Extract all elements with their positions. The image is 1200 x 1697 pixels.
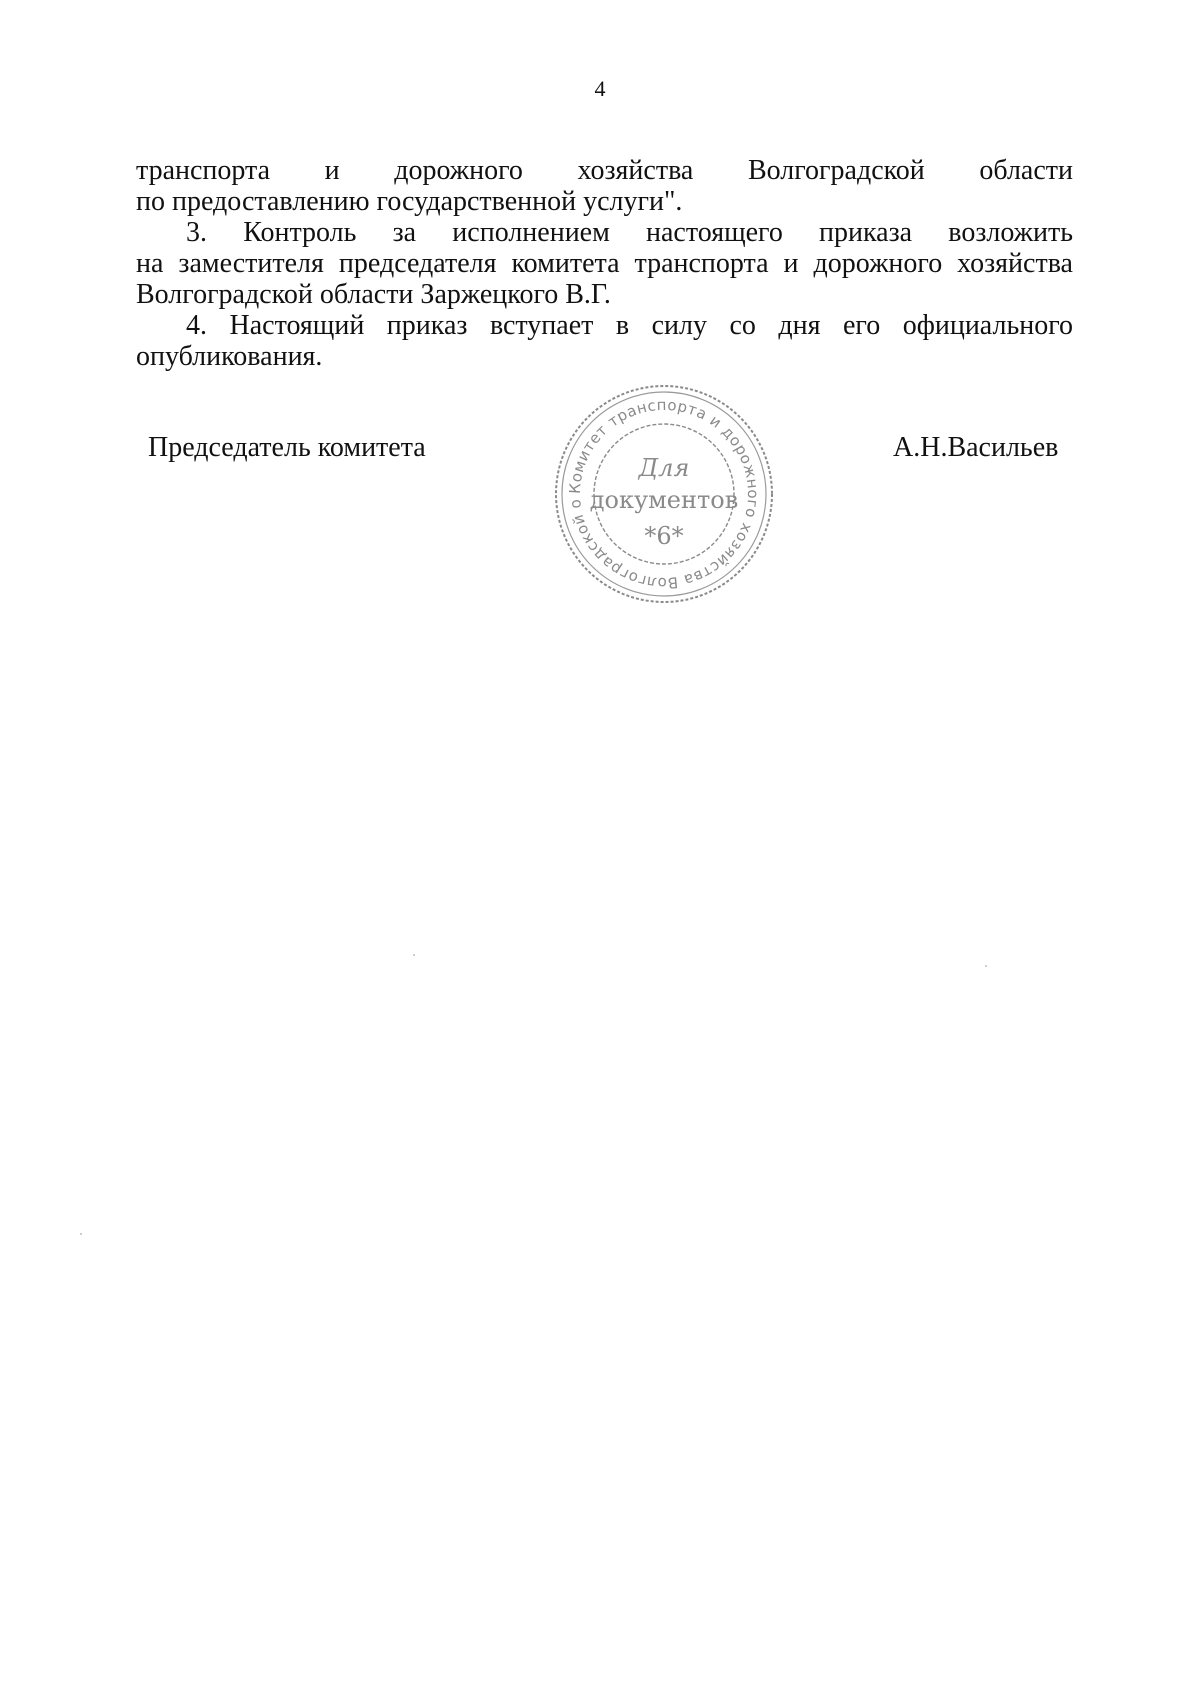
signature-title: Председатель комитета	[148, 432, 426, 463]
paragraph-4-line-1: 4. Настоящий приказ вступает в силу со дня его официального	[186, 310, 1073, 341]
paragraph-continuation-line-2: по предоставлению государственной услуги".	[136, 186, 683, 217]
signature-name: А.Н.Васильев	[893, 432, 1059, 463]
seal-center-line-1: Для	[638, 454, 690, 482]
seal-graphic	[548, 378, 780, 610]
paragraph-continuation-line-1: транспорта и дорожного хозяйства Волгоградской области	[136, 155, 1073, 186]
paragraph-3-line-2: на заместителя председателя комитета транспорта и дорожного хозяйства	[136, 248, 1073, 279]
seal-center-line-2: документов	[589, 486, 739, 514]
official-seal	[548, 378, 780, 610]
scan-speck	[985, 965, 987, 967]
page-number: 4	[594, 76, 606, 101]
scan-speck	[413, 954, 415, 956]
scan-speck	[80, 1233, 82, 1235]
paragraph-4-line-2: опубликования.	[136, 341, 323, 372]
document-body	[136, 155, 1073, 372]
paragraph-3-line-1: 3. Контроль за исполнением настоящего приказа возложить	[186, 217, 1073, 248]
paragraph-3-line-3: Волгоградской области Заржецкого В.Г.	[136, 279, 611, 310]
seal-ring-text: Комитет транспорта и дорожного хозяйства Волгоградской о	[565, 395, 763, 593]
seal-center-line-3: *6*	[644, 522, 684, 550]
